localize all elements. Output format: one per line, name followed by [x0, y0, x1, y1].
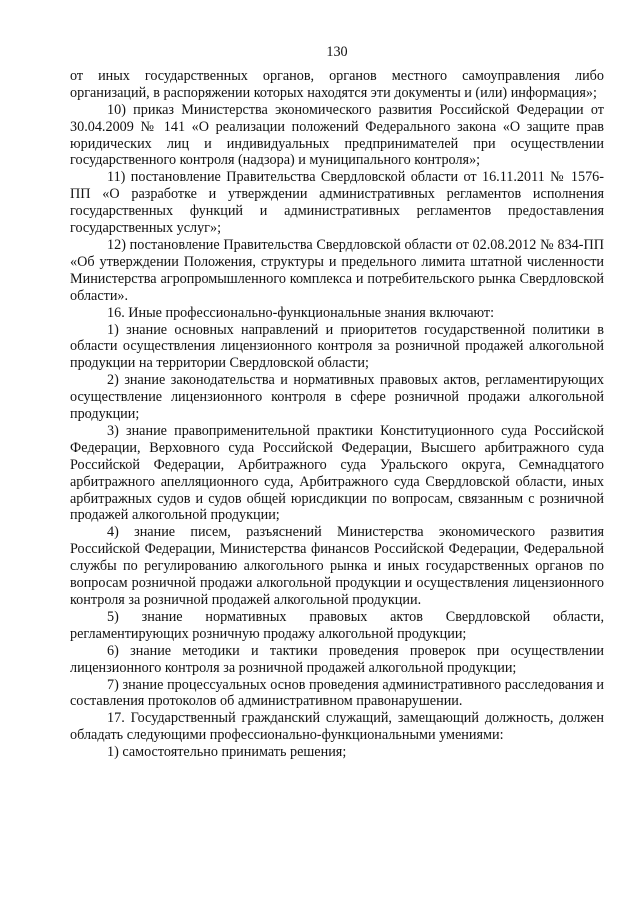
paragraph: 6) знание методики и тактики проведения проверок при осуществлении лицензионного контроля за розничной продажей алкогольной продукции;: [70, 642, 604, 676]
paragraph: 16. Иные профессионально-функциональные знания включают:: [107, 304, 495, 321]
paragraph: 17. Государственный гражданский служащий, замещающий должность, должен обладать следующими профессионально-функциональными умениями:: [70, 710, 604, 744]
paragraph: от иных государственных органов, органов местного самоуправления либо организаций, в распоряжении которых находятся эти документы и (или) информация»;: [70, 67, 604, 101]
paragraph: 7) знание процессуальных основ проведения административного расследования и составления протоколов об административном правонарушении.: [70, 676, 604, 710]
paragraph: 3) знание правоприменительной практики Конституционного суда Российской Федерации, Верховного суда Российской Федерации, Высшего арбитражного суда Российской Федерации, Арбитражного суда Уральского округа, Семнадцатого арбитражного апелляционного суда, Арбитражного суда Свердловской области, иных арбитражных судов и судов общей юрисдикции по вопросам, связанным с розничной продажей алкогольной продукции;: [70, 422, 604, 524]
paragraph: 1) знание основных направлений и приоритетов государственной политики в области осуществления лицензионного контроля за розничной продажей алкогольной продукции на территории Свердловской области;: [70, 321, 604, 372]
paragraph: 12) постановление Правительства Свердловской области от 02.08.2012 № 834-ПП «Об утверждении Положения, структуры и предельного лимита штатной численности Министерства агропромышленного комплекса и потребительского рынка Свердловской области».: [70, 236, 604, 304]
paragraph: 10) приказ Министерства экономического развития Российской Федерации от 30.04.2009 № 141 «О реализации положений Федерального закона «О защите прав юридических лиц и индивидуальных предпринимателей при осуществлении государственного контроля (надзора) и муниципального контроля»;: [70, 101, 604, 169]
paragraph: 11) постановление Правительства Свердловской области от 16.11.2011 № 1576-ПП «О разработке и утверждении административных регламентов исполнения государственных функций и административных регламентов предоставления государственных услуг»;: [70, 169, 604, 237]
document-body: [70, 68, 604, 761]
paragraph: 4) знание писем, разъяснений Министерства экономического развития Российской Федерации, Министерства финансов Российской Федерации, Федеральной службы по регулированию алкогольного рынка и иных государственных органов по вопросам розничной продажи алкогольной продукции и осуществления лицензионного контроля за розничной продажей алкогольной продукции.: [70, 524, 604, 608]
document-page: [70, 44, 604, 761]
paragraph: 1) самостоятельно принимать решения;: [107, 744, 347, 761]
page-number: 130: [326, 44, 348, 60]
paragraph: 2) знание законодательства и нормативных правовых актов, регламентирующих осуществление лицензионного контроля в сфере розничной продажи алкогольной продукции;: [70, 372, 604, 423]
paragraph: 5) знание нормативных правовых актов Свердловской области, регламентирующих розничную продажу алкогольной продукции;: [70, 608, 604, 642]
